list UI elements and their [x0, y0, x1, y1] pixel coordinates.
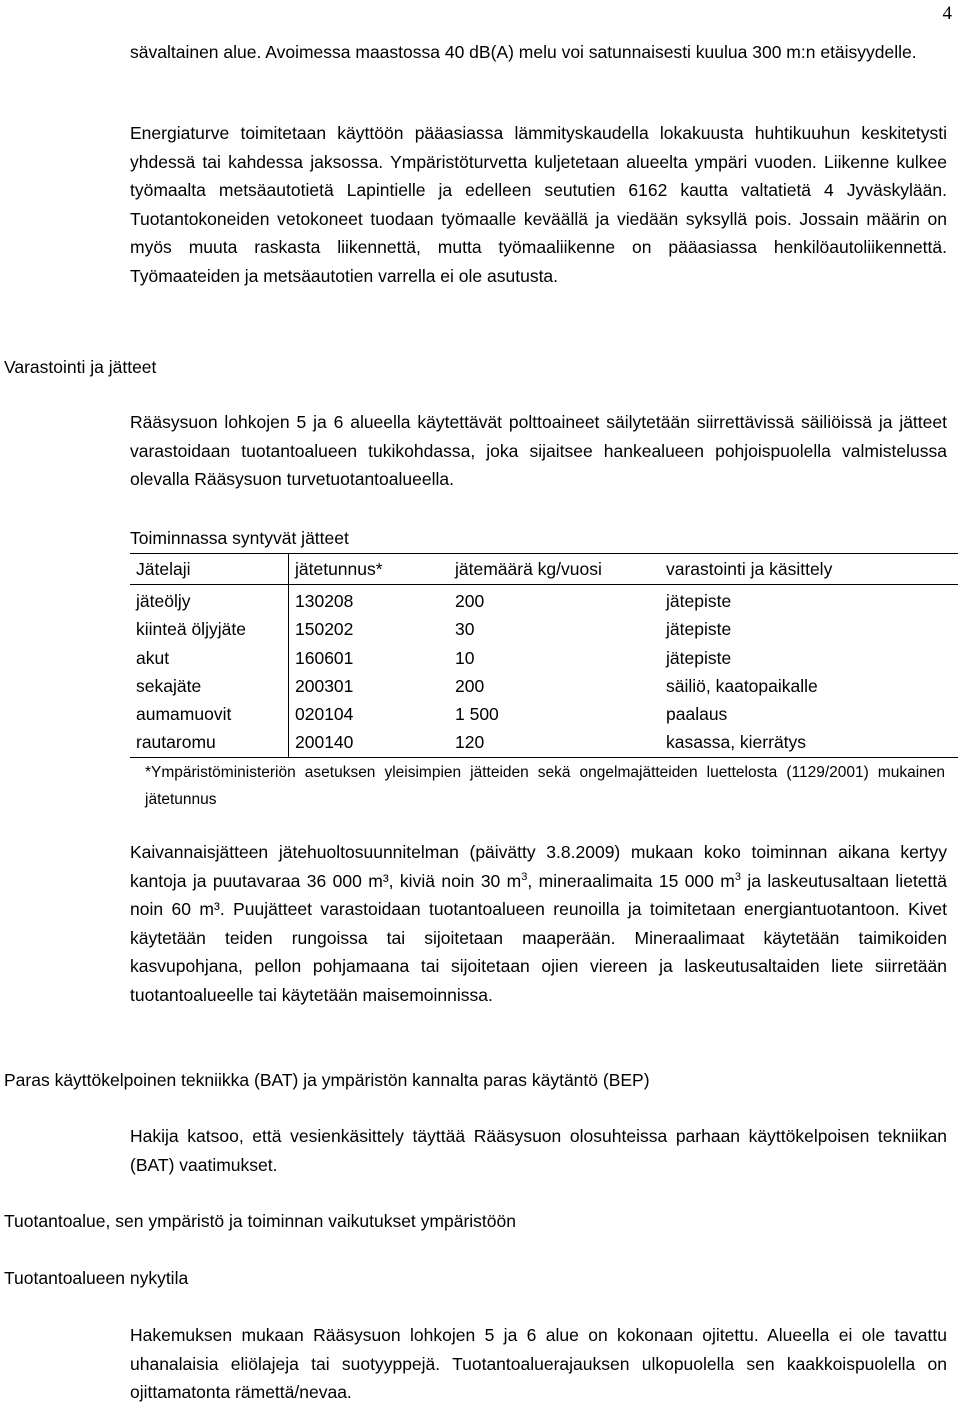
cell-amount: 200: [455, 675, 485, 696]
header-waste-code: jätetunnus*: [289, 554, 450, 585]
cell-waste-type: sekajäte: [130, 672, 289, 700]
cell-waste-type: rautaromu: [130, 728, 289, 757]
page-number: 4: [942, 3, 952, 24]
cell-waste-type: kiinteä öljyjäte: [130, 615, 289, 643]
superscript-3: 3: [734, 870, 741, 883]
paragraph-storage: Rääsysuon lohkojen 5 ja 6 alueella käytettävät polttoaineet säilytetään siirrettävissä säiliöissä ja jätteet varastoidaan tuotantoalueen tukikohdassa, joka sijaitsee hankealueen pohjoispuolella valmistelussa olevalla Rääsysuon turvetuotantoalueella.: [130, 412, 947, 490]
cell-amount: 1 500: [455, 704, 499, 725]
cell-handling: kasassa, kierrätys: [660, 728, 958, 757]
cell-amount: 30: [455, 619, 475, 640]
table-row: [130, 615, 958, 643]
paragraph-current-state: Hakemuksen mukaan Rääsysuon lohkojen 5 ja 6 alue on kokonaan ojitettu. Alueella ei ole tavattu uhanalaisia eliölajeja tai suotyyppejä. Tuotantoaluerajauksen ulkopuolella sen kaakkoispuolella on ojittamatonta rämettä/nevaa.: [130, 1325, 947, 1403]
paragraph-bat: Hakija katsoo, että vesienkäsittely täyttää Rääsysuon olosuhteissa parhaan käyttökelpoisen tekniikan (BAT) vaatimukset.: [130, 1126, 947, 1175]
heading-impacts: Tuotantoalue, sen ympäristö ja toiminnan vaikutukset ympäristöön: [4, 1211, 516, 1231]
cell-waste-type: akut: [130, 644, 289, 672]
header-handling: varastointi ja käsittely: [660, 554, 958, 585]
cell-amount: 120: [449, 728, 660, 757]
cell-amount: 200: [455, 591, 485, 611]
header-amount: jätemäärä kg/vuosi: [449, 554, 660, 585]
table-row: [130, 585, 958, 616]
cell-waste-code: 130208: [295, 591, 354, 611]
table-row: [130, 644, 958, 672]
excavation-text-part-3: ja laskeutusaltaan lietettä noin 60 m³. Puujätteet varastoidaan tuotantoalueen reunoilla ja toimitetaan energiantuotantoon. Kivet käytetään teiden rungoissa tai sijoitetaan maaperään. Mineraalimaat käytetään taimikoiden kasvupohjana, pellon pohjamaana tai sijoitetaan ojien viereen ja laskeutusaltaiden liete siirretään tuotantoalueelle tai käytetään maisemoinnissa.: [130, 870, 947, 1005]
heading-storage-and-waste: Varastointi ja jätteet: [4, 357, 157, 377]
cell-handling: säiliö, kaatopaikalle: [666, 675, 818, 696]
cell-waste-type: jäteöljy: [130, 585, 289, 616]
cell-waste-code: 150202: [295, 619, 354, 640]
table-row: [130, 672, 958, 700]
table-row: [130, 700, 958, 728]
header-waste-type: Jätelaji: [130, 554, 289, 585]
cell-waste-code: 200140: [289, 728, 450, 757]
cell-handling: jätepiste: [666, 591, 732, 611]
cell-handling: jätepiste: [666, 647, 732, 668]
table-caption: Toiminnassa syntyvät jätteet: [130, 528, 349, 548]
table-header-row: [130, 554, 958, 585]
table-row: [130, 728, 958, 757]
cell-waste-code: 200301: [295, 675, 354, 696]
paragraph-energy-peat-traffic: Energiaturve toimitetaan käyttöön pääasiassa lämmityskaudella lokakuusta huhtikuuhun keskitetysti yhdessä tai kahdessa jaksossa. Ympäristöturvetta kuljetetaan alueelta ympäri vuoden. Liikenne kulkee työmaalta metsäautotietä Lapintielle ja edelleen seututien 6162 kautta valtatietä 4 Jyväskylään. Tuotantokoneiden vetokoneet tuodaan työmaalle keväällä ja viedään syksyllä pois. Jossain määrin on myös muuta raskasta liikennettä, mutta työmaaliikenne on pääasiassa henkilöautoliikennettä. Työmaateiden ja metsäautotien varrella ei ole asutusta.: [130, 123, 947, 286]
waste-table: [130, 553, 958, 758]
cell-waste-type: aumamuovit: [130, 700, 289, 728]
heading-bat-bep: Paras käyttökelpoinen tekniikka (BAT) ja ympäristön kannalta paras käytäntö (BEP): [4, 1070, 650, 1090]
paragraph-excavation-waste: [130, 838, 947, 1010]
superscript-3: 3: [521, 870, 528, 883]
cell-waste-code: 020104: [295, 704, 354, 725]
paragraph-noise: sävaltainen alue. Avoimessa maastossa 40 dB(A) melu voi satunnaisesti kuulua 300 m:n etäisyydelle.: [130, 42, 917, 62]
excavation-text-part-1: Kaivannaisjätteen jätehuoltosuunnitelman (päivätty 3.8.2009) mukaan koko toiminnan aikana kertyy kantoja ja puutavaraa 36 000 m³, kiviä noin 30 m: [130, 842, 947, 891]
cell-waste-code: 160601: [295, 647, 354, 668]
cell-handling: jätepiste: [666, 619, 732, 640]
cell-amount: 10: [455, 647, 475, 668]
heading-current-state: Tuotantoalueen nykytila: [4, 1268, 189, 1288]
table-footnote: *Ympäristöministeriön asetuksen yleisimpien jätteiden sekä ongelmajätteiden luettelosta (1129/2001) mukainen jätetunnus: [145, 764, 945, 808]
excavation-text-part-2: , mineraalimaita 15 000 m: [527, 870, 735, 891]
cell-handling: paalaus: [666, 704, 728, 725]
